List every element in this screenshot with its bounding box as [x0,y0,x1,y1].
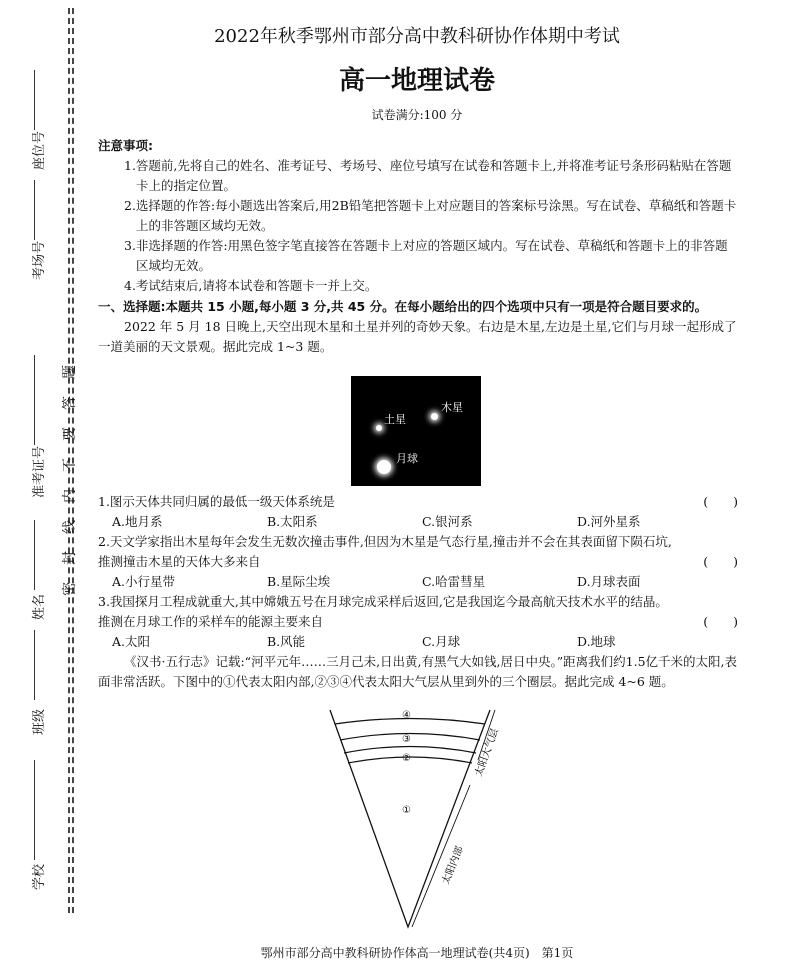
option-d: D.河外星系 [577,514,641,529]
exam-room-field [34,180,35,240]
answer-paren: ( ) [703,494,738,509]
layer-3-label: ③ [402,734,411,745]
option-a: A.地月系 [112,514,163,529]
night-sky-photo [351,376,481,486]
seal-warning-char: 不 [62,458,78,472]
question-stem: 2.天文学家指出木星每年会发生无数次撞击事件,但因为木星是气态行星,撞击并不会在其表面留下陨石坑,推测撞击木星的天体大多来自 [98,534,672,569]
class-label: 班级 [32,708,47,735]
answer-paren: ( ) [703,614,738,629]
seal-warning-char: 题 [62,365,78,379]
moon-label: 月球 [396,452,418,465]
atmosphere-label: 太阳大气层 [473,727,501,779]
paper-subtitle: 高一地理试卷 [338,66,495,96]
question-3-options [98,632,738,652]
school-field [34,760,35,860]
seal-warning-char: 答 [62,396,78,410]
option-b: B.太阳系 [267,514,318,529]
notice-item: 3.非选择题的作答:用黑色签字笔直接答在答题卡上对应的答题区域内。写在试卷、草稿纸和答题卡上的非答题区域均无效。 [124,238,728,273]
jupiter-label: 木星 [441,401,463,414]
question-1 [98,492,738,512]
notice-item: 4.考试结束后,请将本试卷和答题卡一并上交。 [124,278,378,293]
exam-title: 2022年秋季鄂州市部分高中教科研协作体期中考试 [214,26,620,47]
notice-item: 1.答题前,先将自己的姓名、准考证号、考场号、座位号填写在试卷和答题卡上,并将准考证号条形码粘贴在答题卡上的指定位置。 [124,158,732,193]
option-d: D.地球 [577,634,616,649]
sun-structure-diagram [320,705,510,930]
option-a: A.小行星带 [112,574,176,589]
seat-number-label: 座位号 [32,130,47,170]
option-b: B.星际尘埃 [267,574,331,589]
seal-warning-char: 封 [62,551,78,565]
notice-item: 2.选择题的作答:每小题选出答案后,用2B铅笔把答题卡上对应题目的答案标号涂黑。写在试卷、草稿纸和答题卡上的非答题区域均无效。 [124,198,737,233]
total-score: 试卷满分:100 分 [371,108,463,122]
notice-section [98,136,738,357]
seal-warning-char: 内 [62,489,78,503]
question-2 [98,532,738,572]
option-c: C.月球 [422,634,461,649]
question-stem: 1.图示天体共同归属的最低一级天体系统是 [98,494,335,509]
option-c: C.银河系 [422,514,473,529]
seal-warning-char: 密 [62,582,78,596]
saturn-dot [376,425,382,431]
saturn-label: 土星 [384,413,406,426]
layer-2-label: ② [402,753,411,764]
option-a: A.太阳 [112,634,151,649]
question-3 [98,592,738,632]
class-field [34,630,35,700]
passage-sun: 《汉书·五行志》记载:“河平元年……三月己未,日出黄,有黑气大如钱,居日中央。”距离我们约1.5亿千米的太阳,表面非常活跃。下图中的①代表太阳内部,②③④代表太阳大气层从里到外的三个圈层。据此完成 4~6 题。 [98,654,737,689]
ticket-number-field [34,355,35,445]
answer-paren: ( ) [703,554,738,569]
passage-intro: 2022 年 5 月 18 日晚上,天空出现木星和土星并列的奇妙天象。右边是木星,左边是土星,它们与月球一起形成了一道美丽的天文景观。据此完成 1~3 题。 [98,319,737,354]
seal-warning-char: 线 [62,520,78,534]
option-d: D.月球表面 [577,574,641,589]
jupiter-dot [431,413,438,420]
ticket-number-label: 准考证号 [32,445,47,498]
question-1-options [98,512,738,532]
question-2-options [98,572,738,592]
moon-dot [377,460,391,474]
exam-room-label: 考场号 [32,240,47,280]
name-field [34,520,35,590]
seal-warning-char: 要 [62,427,78,441]
option-c: C.哈雷彗星 [422,574,486,589]
question-stem: 3.我国探月工程成就重大,其中嫦娥五号在月球完成采样后返回,它是我国迄今最高航天技术水平的结晶。推测在月球工作的采样车的能源主要来自 [98,594,668,629]
name-label: 姓名 [32,593,47,620]
section-heading: 一、选择题:本题共 15 小题,每小题 3 分,共 45 分。在每小题给出的四个选项中只有一项是符合题目要求的。 [98,299,708,314]
page-footer: 鄂州市部分高中教科研协作体高一地理试卷(共4页) 第1页 [260,946,574,960]
option-b: B.风能 [267,634,306,649]
layer-1-label: ① [402,805,411,816]
notice-heading: 注意事项: [98,138,153,153]
school-label: 学校 [32,863,47,890]
questions-block [98,492,738,692]
interior-label: 太阳内部 [440,844,466,887]
layer-4-label: ④ [402,710,411,721]
